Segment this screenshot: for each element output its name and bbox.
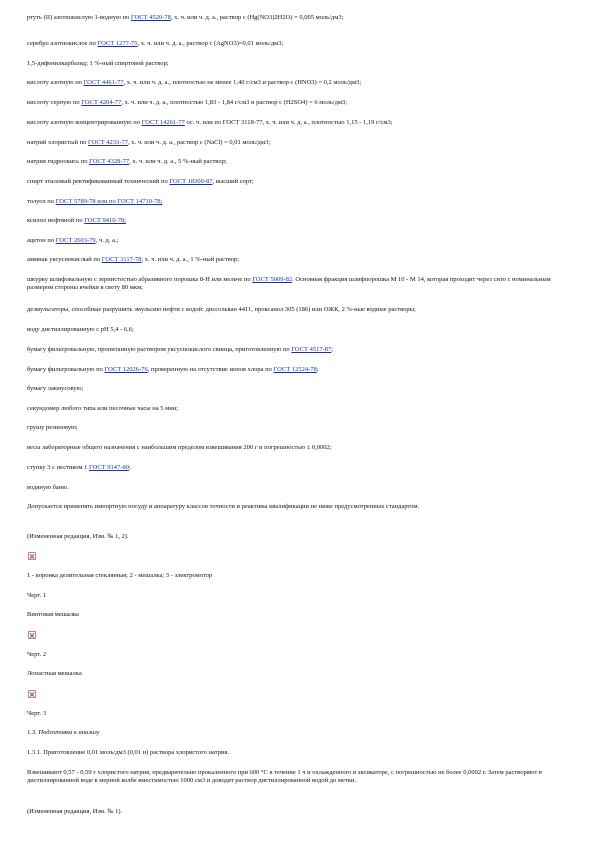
paragraph-nacl-procedure xyxy=(27,769,575,786)
line-demulsifiers xyxy=(27,306,575,314)
line-text: весы лабораторные общего назначения с наибольшим пределом взвешивания 200 г и погрешностью ± 0,0002; xyxy=(27,444,332,451)
line-text: 1,5-дифенилкарбазид; 1 %-ный спиртовой раствор; xyxy=(27,60,169,67)
line-toluene xyxy=(27,198,575,206)
line-text: ацетон по xyxy=(27,237,56,244)
gost-link[interactable]: ГОСТ 5789-78 или по ГОСТ 14710-78; xyxy=(55,198,163,205)
line-rubber-bulb xyxy=(27,424,575,432)
line-text: деэмульгаторы, способные разрушить эмульсию нефти с водой: диссольван 4411, проксанол 305 (186) или ОЖК, 2 %-ные водные растворы; xyxy=(27,306,416,313)
gost-link[interactable]: ГОСТ 12524-78 xyxy=(273,366,317,373)
line-text: спирт этиловый ректификованный технический по xyxy=(27,178,170,185)
gost-link[interactable]: ГОСТ 14261-77 xyxy=(141,119,185,126)
gost-link[interactable]: ГОСТ 12026-76 xyxy=(104,366,148,373)
line-text: ртуть (II) азотнокислую 1-водную по xyxy=(27,14,131,21)
gost-link[interactable]: ГОСТ 4233-77 xyxy=(87,139,128,146)
line-text: , х. ч. или ч. д. а., 1 %-ный раствор; xyxy=(141,256,240,263)
subsection-heading-nacl xyxy=(27,749,575,757)
gost-link[interactable]: ГОСТ 9410-78; xyxy=(84,217,127,224)
line-text: 1.3.1. Приготовление 0,01 моль/дм3 (0,01 н) раствора хлористого натрия. xyxy=(27,749,230,756)
line-xylene xyxy=(27,217,575,225)
line-conc-nitric-acid xyxy=(27,119,575,127)
figure-3-caption xyxy=(27,710,575,718)
line-text: грушу резиновую; xyxy=(27,424,78,431)
broken-image-icon xyxy=(28,631,36,639)
figure-1-legend xyxy=(27,572,575,580)
screw-stirrer-title xyxy=(27,611,575,619)
line-imported-equipment xyxy=(27,503,575,511)
line-text: толуол по xyxy=(27,198,56,205)
line-stopwatch xyxy=(27,405,575,413)
line-scales xyxy=(27,444,575,452)
line-ethanol xyxy=(27,178,575,186)
gost-link[interactable]: ГОСТ 1277-75 xyxy=(97,40,138,47)
line-sodium-chloride xyxy=(27,139,575,147)
line-text: Взвешивают 0,57 - 0,59 г хлористого натрия, предварительно прокаленного при 600 °С в течение 1 ч и охлажденного в эксикаторе, с погрешностью не более 0,0002 г. Затем растворяют в дистиллированной воде в мерной колбе вместимостью 1000 см3 и доводят раствор дистиллированной водой до метки. xyxy=(27,769,542,785)
line-water-bath xyxy=(27,484,575,492)
line-mercury-nitrate xyxy=(27,14,575,22)
line-ammonium-acetate xyxy=(27,256,575,264)
line-text: , х. ч. или ч. д. а., раствор с (Hg(NO3)2H2O) = 0,005 моль/дм3; xyxy=(170,14,344,21)
line-text: (Измененная редакция, Изм. № 1). xyxy=(27,808,123,815)
line-lead-acetate-paper xyxy=(27,346,575,354)
line-text: шкурку шлифовальную с зернистостью абразивного порошка 8-Н или мельче по xyxy=(27,276,253,283)
gost-link[interactable]: ГОСТ 4328-77 xyxy=(89,158,130,165)
line-mortar xyxy=(27,464,575,472)
gost-link[interactable]: ГОСТ 4520-78 xyxy=(130,14,171,21)
line-text: серебро азотнокислое по xyxy=(27,40,98,47)
line-text: ступку 3 с пестиком 1 xyxy=(27,464,89,471)
line-text: Лопастная мешалка xyxy=(27,670,82,677)
line-text: Черт. 2 xyxy=(27,651,47,658)
figure-2-caption xyxy=(27,651,575,659)
line-abrasive-paper xyxy=(27,276,575,293)
line-text: 1.3. Подготовка к анализу xyxy=(27,729,100,736)
line-text: натрий хлористый по xyxy=(27,139,88,146)
line-text: 1 - воронка делительная стеклянная; 2 - мешалка; 3 - электромотор xyxy=(27,572,213,579)
gost-link[interactable]: ГОСТ 4204-77 xyxy=(81,99,122,106)
line-text: , х. ч. или ч. д. а., плотностью не менее 1,40 г/см3 и раствор с (HNO3) = 0,2 моль/дм3; xyxy=(123,79,362,86)
line-filter-paper xyxy=(27,366,575,374)
line-sodium-hydroxide xyxy=(27,158,575,166)
line-text: , х. ч. или ч. д. а., плотностью 1,83 - 1,84 г/см3 и раствор с (H2SO4) = 6 моль/дм3; xyxy=(121,99,348,106)
line-text: ксилол нефтяной по xyxy=(27,217,85,224)
line-nitric-acid xyxy=(27,79,575,87)
line-text: Винтовая мешалка xyxy=(27,611,79,618)
line-text: Черт. 3 xyxy=(27,710,47,717)
line-distilled-water xyxy=(27,326,575,334)
line-text: , х. ч. или ч. д. а., раствор с (AgNO3)=0,01 моль/дм3; xyxy=(137,40,284,47)
gost-link[interactable]: ГОСТ 3117-78 xyxy=(101,256,142,263)
section-heading-preparation xyxy=(27,729,575,737)
line-text: кислоту азотную концентрированную по xyxy=(27,119,142,126)
gost-link[interactable]: ГОСТ 4461-77 xyxy=(83,79,124,86)
gost-link[interactable]: ГОСТ 18300-87 xyxy=(169,178,213,185)
gost-link[interactable]: ГОСТ 4517-87 xyxy=(291,346,332,353)
broken-image-icon xyxy=(28,690,36,698)
line-text: аммиак уксуснокислый по xyxy=(27,256,102,263)
gost-link[interactable]: ГОСТ 5009-82 xyxy=(252,276,293,283)
line-text: , х. ч. или ч. д. а., 5 %-ный раствор; xyxy=(129,158,227,165)
line-litmus-paper xyxy=(27,385,575,393)
line-text: , ч. д. а.; xyxy=(95,237,119,244)
line-text: , проверенную на отсутствие ионов хлора по xyxy=(147,366,274,373)
line-amendment-1 xyxy=(27,808,575,816)
line-text: ; xyxy=(331,346,334,353)
line-amendment-1-2 xyxy=(27,533,575,541)
line-silver-nitrate xyxy=(27,40,575,48)
line-text: секундомер любого типа или песочные часы на 5 мин; xyxy=(27,405,179,412)
line-text: . Основная фракция шлифпорошка М 10 - М 14, которая проходит через сито с номинальным размером стороны ячейки в свету 80 мкм; xyxy=(27,276,551,292)
line-text: бумагу фильтровальную, пропитанную раствором уксуснокислого свинца, приготовленную по xyxy=(27,346,292,353)
line-sulfuric-acid xyxy=(27,99,575,107)
line-text: кислоту серную по xyxy=(27,99,82,106)
line-text: Допускается применять импортную посуду и аппаратуру классов точности и реактивы квалификации не ниже предусмотренных стандартом. xyxy=(27,503,420,510)
line-text: бумагу лакмусовую; xyxy=(27,385,84,392)
line-text: (Измененная редакция, Изм. № 1, 2). xyxy=(27,533,129,540)
line-text: натрия гидроокись по xyxy=(27,158,90,165)
figure-1-caption xyxy=(27,592,575,600)
broken-image-icon xyxy=(28,552,36,560)
gost-link[interactable]: ГОСТ 9147-80 xyxy=(89,464,129,471)
gost-link[interactable]: ГОСТ 2603-79 xyxy=(55,237,96,244)
line-text: ос. ч. или по ГОСТ 3118-77, х. ч. или ч. д. а., плотностью 1,15 - 1,19 г/см3; xyxy=(184,119,393,126)
line-text: ; xyxy=(316,366,319,373)
paddle-stirrer-title xyxy=(27,670,575,678)
line-text: ; xyxy=(128,464,131,471)
line-diphenylcarbazide xyxy=(27,60,575,68)
line-acetone xyxy=(27,237,575,245)
line-text: кислоту азотную по xyxy=(27,79,84,86)
line-text: водяную баню. xyxy=(27,484,69,491)
line-text: , х. ч. или ч. д. а., раствор с (NaCl) = 0,01 моль/дм3; xyxy=(127,139,271,146)
line-text: воду дистиллированную с рН 5,4 - 6,6; xyxy=(27,326,134,333)
line-text: бумагу фильтровальную по xyxy=(27,366,105,373)
line-text: , высший сорт; xyxy=(212,178,254,185)
line-text: Черт. 1 xyxy=(27,592,47,599)
